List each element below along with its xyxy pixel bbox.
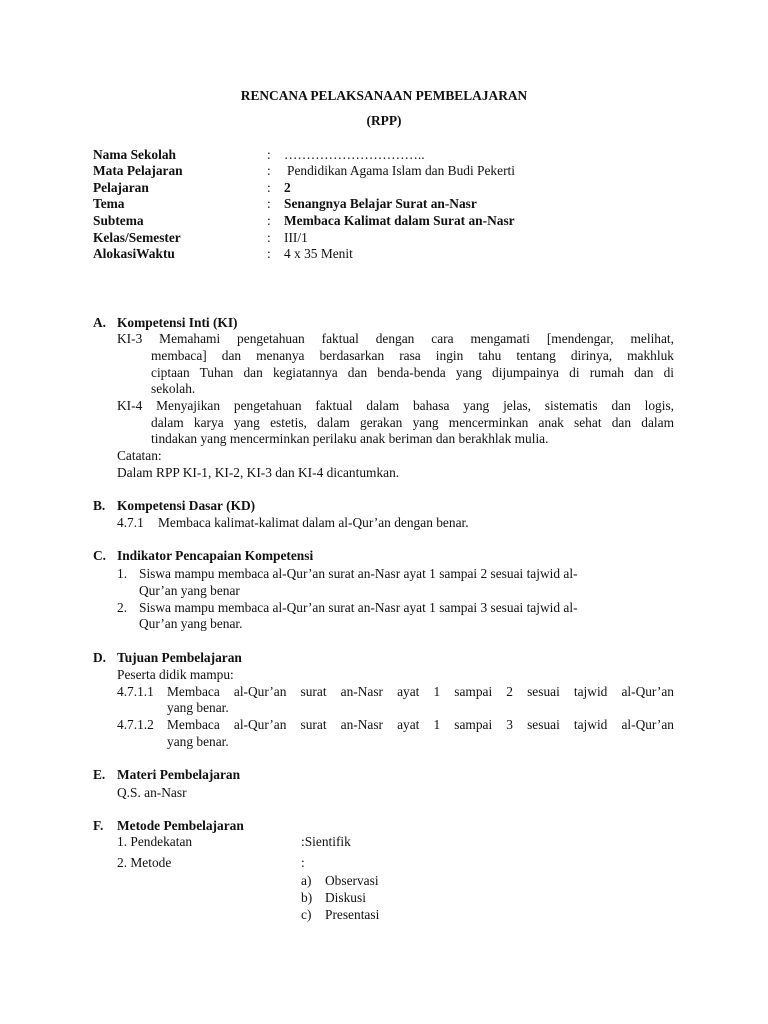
identity-colon: : [267,180,271,195]
list-number: 2. [117,600,128,615]
document-title: RENCANA PELAKSANAAN PEMBELAJARAN [240,88,528,103]
identity-colon: : [267,196,271,211]
section-letter: A. [93,315,107,330]
section-letter: E. [93,767,106,782]
identity-colon: : [267,147,271,162]
identity-label: Subtema [93,213,144,228]
note-label: Catatan: [117,448,162,463]
materi-text: Q.S. an-Nasr [117,785,187,800]
identity-label: Tema [93,196,125,211]
identity-label: AlokasiWaktu [93,246,175,261]
list-item: Membaca al-Qur’an surat an-Nasr ayat 1 sampai 3 sesuai tajwid al-Qur’an [167,717,674,732]
ki3-line: ciptaan Tuhan dan kegiatannya dan benda-benda yang dijumpainya di rumah dan di [151,365,674,380]
identity-label: Nama Sekolah [93,147,176,162]
identity-colon: : [267,230,271,245]
ki4-line: tindakan yang mencerminkan perilaku anak beriman dan berakhlak mulia. [151,431,549,446]
method-marker: a) [301,873,312,888]
section-letter: D. [93,650,107,665]
identity-value: ………………………….. [284,147,425,162]
identity-value: 2 [284,180,291,195]
section-letter: B. [93,498,106,513]
ki3-line: sekolah. [151,381,196,396]
list-item: Siswa mampu membaca al-Qur’an surat an-Nasr ayat 1 sampai 2 sesuai tajwid al- [139,566,578,581]
section-heading: Kompetensi Dasar (KD) [117,498,256,513]
section-heading: Indikator Pencapaian Kompetensi [117,548,314,563]
document-subtitle: (RPP) [366,113,402,128]
ki3-line: KI-3 Memahami pengetahuan faktual dengan cara mengamati [mendengar, melihat, [117,331,674,346]
metode-value: : [301,855,305,870]
identity-label: Kelas/Semester [93,230,181,245]
list-number: 4.7.1.1 [117,684,154,699]
ki3-line: membaca] dan menanya berdasarkan rasa ingin tahu tentang dirinya, makhluk [151,348,674,363]
identity-colon: : [267,163,271,178]
list-number: 1. [117,566,128,581]
identity-value: III/1 [284,230,308,245]
list-item-continued: Qur’an yang benar. [139,616,243,631]
section-heading: Tujuan Pembelajaran [117,650,242,665]
method-marker: c) [301,907,312,922]
metode-label: 1. Pendekatan [117,834,193,849]
kd-number: 4.7.1 [117,515,144,530]
identity-value: Membaca Kalimat dalam Surat an-Nasr [284,213,515,228]
identity-value: Senangnya Belajar Surat an-Nasr [284,196,477,211]
section-heading: Metode Pembelajaran [117,818,244,833]
identity-colon: : [267,213,271,228]
identity-label: Pelajaran [93,180,149,195]
identity-value: 4 x 35 Menit [284,246,353,261]
method-item: Observasi [325,873,379,888]
ki4-line: KI-4 Menyajikan pengetahuan faktual dalam bahasa yang jelas, sistematis dan logis, [117,398,674,413]
list-item: Siswa mampu membaca al-Qur’an surat an-Nasr ayat 1 sampai 3 sesuai tajwid al- [139,600,578,615]
method-item: Diskusi [325,890,366,905]
kd-text: Membaca kalimat-kalimat dalam al-Qur’an dengan benar. [158,515,469,530]
section-letter: C. [93,548,107,563]
identity-colon: : [267,246,271,261]
list-item-continued: yang benar. [167,700,229,715]
ki4-line: dalam karya yang estetis, dalam gerakan yang mencerminkan anak sehat dan dalam [151,415,674,430]
tujuan-intro: Peserta didik mampu: [117,667,234,682]
list-item: Membaca al-Qur’an surat an-Nasr ayat 1 sampai 2 sesuai tajwid al-Qur’an [167,684,674,699]
list-item-continued: Qur’an yang benar [139,583,240,598]
section-letter: F. [93,818,104,833]
metode-value: :Sientifik [301,834,351,849]
metode-label: 2. Metode [117,855,172,870]
method-marker: b) [301,890,313,905]
list-number: 4.7.1.2 [117,717,154,732]
note-text: Dalam RPP KI-1, KI-2, KI-3 dan KI-4 dicantumkan. [117,465,400,480]
identity-label: Mata Pelajaran [93,163,183,178]
method-item: Presentasi [325,907,380,922]
identity-value: Pendidikan Agama Islam dan Budi Pekerti [287,163,515,178]
list-item-continued: yang benar. [167,734,229,749]
section-heading: Kompetensi Inti (KI) [117,315,238,330]
section-heading: Materi Pembelajaran [117,767,241,782]
